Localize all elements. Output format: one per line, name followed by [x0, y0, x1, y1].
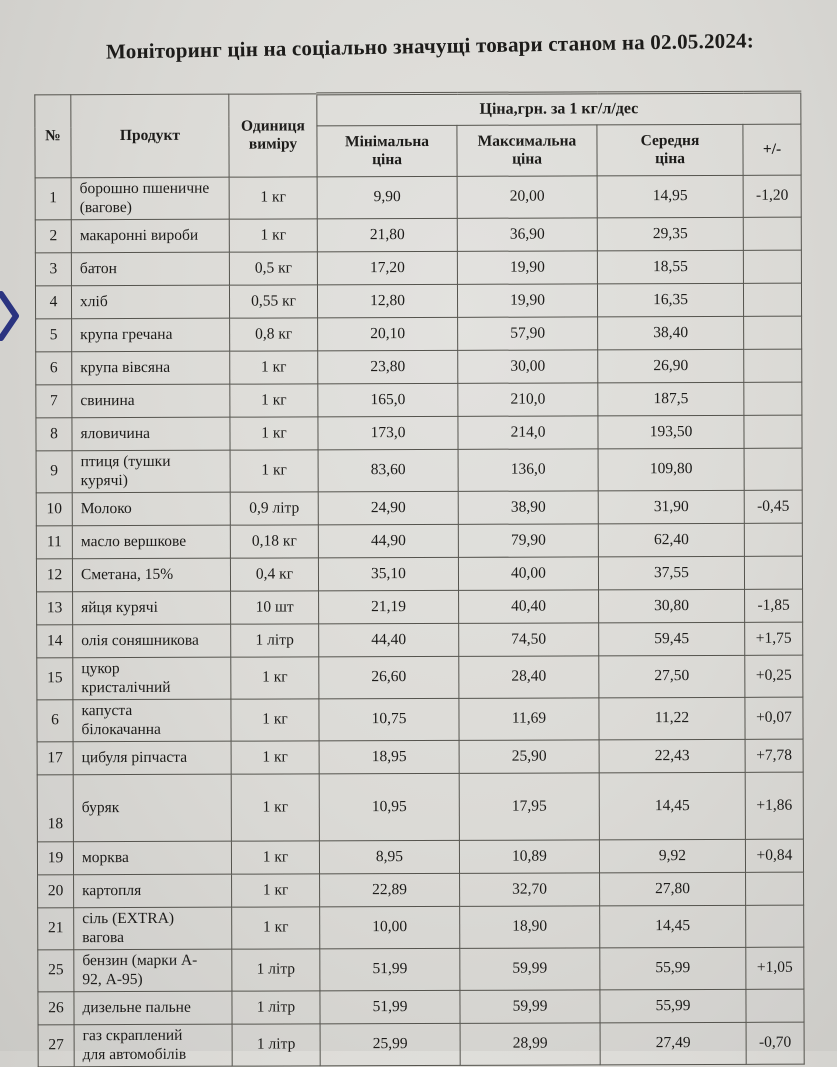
table-row	[37, 655, 803, 700]
table-row	[36, 316, 802, 352]
cell-max: 19,90	[457, 251, 597, 284]
cell-max: 30,00	[458, 350, 598, 383]
cell-min: 17,20	[317, 251, 457, 284]
cell-unit: 0,55 кг	[229, 285, 317, 318]
cell-avg: 11,22	[599, 697, 745, 740]
cell-num: 4	[35, 286, 71, 319]
cell-product: дизельне пальне	[74, 991, 232, 1025]
cell-num: 10	[36, 493, 72, 526]
cell-product: Молоко	[72, 492, 230, 526]
cell-num: 15	[37, 658, 73, 700]
cell-max: 136,0	[458, 449, 598, 491]
cell-product: картопля	[74, 874, 232, 908]
cell-max: 214,0	[458, 416, 598, 449]
cell-max: 11,69	[459, 698, 599, 740]
header-num: №	[35, 95, 71, 178]
cell-min: 21,80	[317, 218, 457, 251]
table-row	[36, 415, 802, 451]
cell-product: яловичина	[72, 417, 230, 451]
cell-num: 27	[38, 1025, 74, 1067]
cell-delta: -0,70	[746, 1022, 804, 1064]
cell-unit: 1 кг	[232, 874, 320, 907]
cell-max: 28,40	[459, 656, 599, 698]
cell-max: 57,90	[458, 317, 598, 350]
cell-delta: +1,05	[746, 947, 804, 989]
cell-unit: 10 шт	[231, 591, 319, 624]
cell-num: 9	[36, 451, 72, 493]
cell-num: 18	[37, 775, 73, 842]
table-row	[35, 283, 801, 319]
table-row	[35, 250, 801, 286]
table-row	[35, 217, 801, 253]
cell-min: 21,19	[319, 590, 459, 623]
cell-product: крупа вівсяна	[72, 351, 230, 385]
table-row	[36, 448, 802, 493]
cell-min: 35,10	[318, 557, 458, 590]
cell-min: 8,95	[319, 840, 459, 873]
cell-min: 26,60	[319, 656, 459, 698]
cell-unit: 1 кг	[230, 417, 318, 450]
cell-num: 19	[37, 842, 73, 875]
cell-min: 22,89	[320, 873, 460, 906]
cell-unit: 1 кг	[230, 351, 318, 384]
cell-product: свинина	[72, 384, 230, 418]
cell-product: морква	[73, 841, 231, 875]
cell-min: 20,10	[318, 317, 458, 350]
header-price-group: Ціна,грн. за 1 кг/л/дес	[317, 92, 801, 126]
price-table	[34, 91, 804, 1067]
cell-max: 17,95	[459, 773, 599, 840]
cell-avg: 37,55	[598, 556, 744, 590]
table-row	[38, 905, 804, 950]
cell-avg: 31,90	[598, 490, 744, 524]
cell-delta: -1,85	[745, 589, 803, 622]
cell-unit: 1 кг	[229, 219, 317, 252]
cell-avg: 27,80	[600, 872, 746, 906]
cell-delta: +0,07	[745, 697, 803, 739]
cell-unit: 1 кг	[231, 657, 319, 699]
cell-num: 12	[36, 559, 72, 592]
cell-product: батон	[71, 252, 229, 286]
cell-delta: -0,45	[744, 490, 802, 523]
cell-max: 25,90	[459, 740, 599, 773]
cell-unit: 0,5 кг	[229, 252, 317, 285]
table-row	[38, 1022, 804, 1067]
cell-product: газ скраплений для автомобілів	[74, 1024, 232, 1067]
table-row	[36, 349, 802, 385]
cell-delta	[744, 448, 802, 490]
cell-num: 20	[38, 875, 74, 908]
cell-max: 40,40	[459, 590, 599, 623]
cell-min: 10,00	[320, 906, 460, 948]
table-row	[38, 872, 804, 908]
cell-max: 210,0	[458, 383, 598, 416]
cell-num: 21	[38, 908, 74, 950]
table-row	[37, 589, 803, 625]
cell-unit: 1 літр	[231, 624, 319, 657]
cell-max: 28,99	[460, 1023, 600, 1065]
cell-product: масло вершкове	[72, 525, 230, 559]
cell-avg: 9,92	[599, 839, 745, 873]
cell-num: 25	[38, 950, 74, 992]
table-row	[37, 839, 803, 875]
pen-mark	[0, 286, 22, 348]
price-table-body	[35, 175, 804, 1067]
cell-product: макаронні вироби	[71, 219, 229, 253]
cell-product: олія соняшникова	[73, 624, 231, 658]
cell-unit: 0,18 кг	[230, 525, 318, 558]
price-table-header	[35, 92, 801, 178]
cell-min: 25,99	[320, 1023, 460, 1065]
cell-max: 79,90	[458, 524, 598, 557]
page-title: Моніторинг цін на соціально значущі товари станом на 02.05.2024:	[105, 28, 755, 64]
cell-avg: 26,90	[598, 349, 744, 383]
cell-unit: 1 літр	[232, 1024, 320, 1066]
cell-unit: 0,9 літр	[230, 492, 318, 525]
cell-num: 11	[36, 526, 72, 559]
cell-delta: +1,75	[745, 622, 803, 655]
table-row	[35, 175, 801, 220]
cell-max: 19,90	[457, 284, 597, 317]
cell-avg: 16,35	[597, 283, 743, 317]
cell-unit: 1 кг	[230, 384, 318, 417]
cell-product: цибуля ріпчаста	[73, 741, 231, 775]
table-row	[36, 382, 802, 418]
cell-delta	[746, 905, 804, 947]
table-row	[38, 947, 804, 992]
cell-max: 40,00	[458, 557, 598, 590]
cell-min: 23,80	[318, 350, 458, 383]
cell-max: 10,89	[459, 840, 599, 873]
cell-avg: 18,55	[597, 250, 743, 284]
cell-min: 24,90	[318, 491, 458, 524]
cell-product: яйця курячі	[73, 591, 231, 625]
header-min-price: Мінімальна ціна	[317, 125, 457, 176]
cell-min: 44,90	[318, 524, 458, 557]
cell-min: 83,60	[318, 449, 458, 491]
cell-num: 14	[37, 625, 73, 658]
cell-min: 10,75	[319, 698, 459, 740]
cell-delta: +1,86	[745, 772, 803, 839]
table-row	[38, 989, 804, 1025]
cell-unit: 1 кг	[231, 841, 319, 874]
cell-unit: 1 кг	[231, 774, 319, 841]
cell-unit: 1 кг	[232, 907, 320, 949]
cell-avg: 27,50	[599, 655, 745, 698]
cell-unit: 1 кг	[230, 450, 318, 492]
header-max-price: Максимальна ціна	[457, 125, 597, 176]
cell-unit: 0,8 кг	[230, 318, 318, 351]
header-avg-price: Середня ціна	[597, 124, 743, 176]
cell-max: 38,90	[458, 491, 598, 524]
cell-product: буряк	[73, 774, 231, 842]
cell-avg: 38,40	[598, 316, 744, 350]
header-row-group	[35, 92, 801, 127]
cell-avg: 22,43	[599, 739, 745, 773]
cell-avg: 29,35	[597, 217, 743, 251]
cell-num: 17	[37, 742, 73, 775]
cell-delta: -1,20	[743, 175, 801, 217]
table-row	[37, 739, 803, 775]
cell-num: 13	[37, 592, 73, 625]
cell-avg: 14,45	[599, 772, 745, 840]
cell-unit: 1 літр	[232, 991, 320, 1024]
cell-delta	[744, 382, 802, 415]
table-row	[36, 523, 802, 559]
cell-min: 51,99	[320, 948, 460, 990]
cell-min: 44,40	[319, 623, 459, 656]
cell-unit: 1 кг	[231, 741, 319, 774]
cell-delta	[743, 250, 801, 283]
cell-avg: 55,99	[600, 947, 746, 990]
cell-product: капуста білокачанна	[73, 699, 231, 742]
cell-avg: 14,45	[600, 905, 746, 948]
cell-avg: 59,45	[599, 622, 745, 656]
cell-avg: 30,80	[599, 589, 745, 623]
cell-delta	[746, 872, 804, 905]
cell-delta: +0,84	[745, 839, 803, 872]
cell-product: Сметана, 15%	[72, 558, 230, 592]
cell-delta	[746, 989, 804, 1022]
header-product: Продукт	[71, 94, 229, 178]
cell-min: 51,99	[320, 990, 460, 1023]
table-row	[36, 490, 802, 526]
cell-max: 59,99	[460, 990, 600, 1023]
cell-max: 20,00	[457, 176, 597, 218]
cell-delta	[744, 316, 802, 349]
table-row	[37, 772, 803, 842]
cell-unit: 1 літр	[232, 949, 320, 991]
cell-product: сіль (EXTRA) вагова	[74, 907, 232, 950]
cell-num: 6	[37, 700, 73, 742]
cell-delta	[743, 217, 801, 250]
cell-avg: 14,95	[597, 175, 743, 218]
table-row	[37, 697, 803, 742]
cell-avg: 27,49	[600, 1022, 746, 1065]
cell-num: 3	[35, 253, 71, 286]
cell-num: 8	[36, 418, 72, 451]
cell-delta	[744, 556, 802, 589]
cell-num: 26	[38, 992, 74, 1025]
cell-num: 1	[35, 178, 71, 220]
cell-product: хліб	[71, 285, 229, 319]
cell-delta: +0,25	[745, 655, 803, 697]
cell-min: 9,90	[317, 176, 457, 218]
cell-product: цукор кристалічний	[73, 657, 231, 700]
cell-max: 74,50	[459, 623, 599, 656]
cell-max: 36,90	[457, 218, 597, 251]
cell-delta	[744, 415, 802, 448]
cell-avg: 109,80	[598, 448, 744, 491]
header-unit: Одиниця виміру	[229, 94, 317, 177]
table-row	[37, 622, 803, 658]
cell-min: 10,95	[319, 773, 459, 840]
cell-product: птиця (тушки курячі)	[72, 450, 230, 493]
table-row	[36, 556, 802, 592]
cell-max: 18,90	[460, 906, 600, 948]
cell-delta	[743, 283, 801, 316]
cell-min: 165,0	[318, 383, 458, 416]
cell-avg: 55,99	[600, 989, 746, 1023]
cell-min: 173,0	[318, 416, 458, 449]
cell-num: 6	[36, 352, 72, 385]
cell-product: бензин (марки А- 92, А-95)	[74, 949, 232, 992]
cell-delta	[744, 523, 802, 556]
cell-avg: 62,40	[598, 523, 744, 557]
cell-max: 59,99	[460, 948, 600, 990]
cell-delta: +7,78	[745, 739, 803, 772]
cell-product: крупа гречана	[72, 318, 230, 352]
cell-delta	[744, 349, 802, 382]
cell-num: 7	[36, 385, 72, 418]
cell-unit: 0,4 кг	[230, 558, 318, 591]
cell-unit: 1 кг	[229, 177, 317, 219]
cell-min: 12,80	[317, 284, 457, 317]
cell-num: 2	[35, 220, 71, 253]
cell-avg: 193,50	[598, 415, 744, 449]
cell-num: 5	[36, 319, 72, 352]
cell-unit: 1 кг	[231, 699, 319, 741]
header-delta: +/-	[743, 124, 801, 175]
cell-product: борошно пшеничне (вагове)	[71, 177, 229, 220]
cell-avg: 187,5	[598, 382, 744, 416]
cell-min: 18,95	[319, 740, 459, 773]
cell-max: 32,70	[460, 873, 600, 906]
